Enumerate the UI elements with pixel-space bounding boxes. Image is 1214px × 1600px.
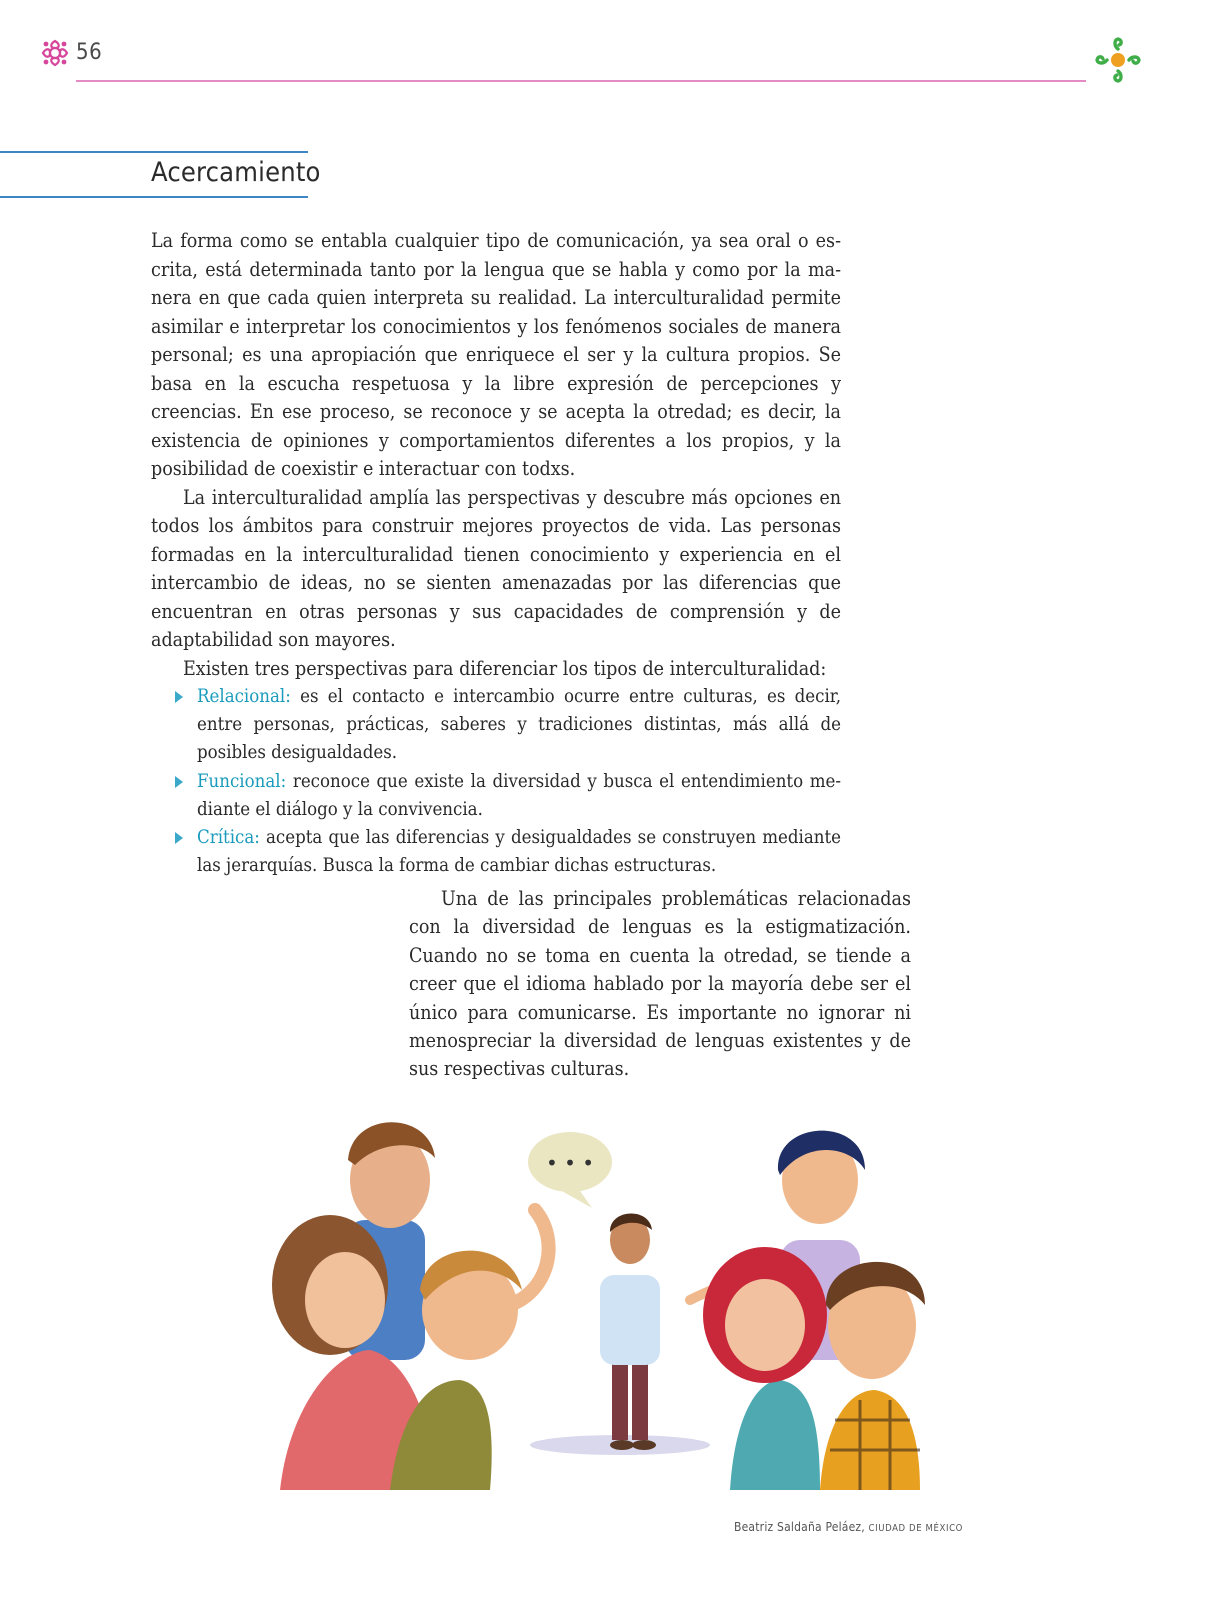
section-rule-bottom <box>0 196 308 198</box>
decorative-flower-icon <box>40 38 70 68</box>
header-divider <box>76 80 1086 82</box>
caption-author: Beatriz Saldaña Peláez, <box>733 1520 869 1534</box>
term-label: Funcional: <box>197 770 287 792</box>
triangle-bullet-icon <box>175 776 183 788</box>
term-label: Relacional: <box>197 686 291 707</box>
list-item-relacional <box>197 683 841 768</box>
section-rule-top <box>0 151 308 153</box>
red-haired-girl-figure <box>690 1247 827 1490</box>
paragraph: Existen tres perspectivas para diferenciar los tipos de interculturalidad: <box>183 656 827 680</box>
term-label: Crítica: <box>197 827 260 849</box>
term-definition: es el contacto e intercambio ocurre entre culturas, es decir, entre personas, prácticas, saberes y tradiciones distintas, más allá de posibles desigualdades. <box>197 686 841 764</box>
triangle-bullet-icon <box>175 691 183 703</box>
term-definition: reconoce que existe la diversidad y busca el entendimiento mediante el diálogo y la convivencia. <box>197 770 841 820</box>
four-leaf-emblem-icon <box>1092 34 1144 86</box>
plaid-shirt-boy-figure <box>820 1262 925 1490</box>
term-definition: acepta que las diferencias y desigualdades se construyen mediante las jerarquías. Busca la forma de cambiar dichas estructuras. <box>197 827 841 877</box>
list-item-critica <box>197 824 841 880</box>
speech-bubble <box>528 1132 612 1208</box>
illustration-caption <box>734 1520 963 1534</box>
section-title: Acercamiento <box>151 157 321 188</box>
list-item-funcional <box>197 768 841 824</box>
group-of-people-illustration <box>260 1100 960 1520</box>
paragraph: La forma como se entabla cualquier tipo de comunicación, ya sea oral o escrita, está determinada tanto por la lengua que se habla y como por la manera en que cada quien interpreta su realidad. La interculturalidad permite asimilar e interpretar los conocimientos y los fenómenos sociales de manera personal; es una apropiación que enriquece el ser y la cultura propios. Se basa en la escucha respetuosa y la libre expresión de percepciones y creencias. En ese proceso, se reconoce y se acepta la otredad; es decir, la existencia de opiniones y comportamientos diferentes a los propios, y la posibilidad de coexistir e interactuar con todxs. <box>151 229 841 480</box>
triangle-bullet-icon <box>175 832 183 844</box>
center-man-figure <box>600 1214 660 1451</box>
caption-place: CIUDAD DE MÉXICO <box>868 1523 963 1534</box>
svg-text:• • •: • • • <box>545 1151 595 1175</box>
side-paragraph: Una de las principales problemáticas relacionadas con la diversidad de lenguas es la estigmatización. Cuando no se toma en cuenta la otredad, se tiende a creer que el idioma hablado por la mayoría debe ser el único para comunicarse. Es importante no ignorar ni menospreciar la diversidad de lenguas existentes y de sus respectivas culturas. <box>409 887 911 1081</box>
paragraph: La interculturalidad amplía las perspectivas y descubre más opciones en todos los ámbitos para construir mejores proyectos de vida. Las personas formadas en la interculturalidad tienen conocimiento y experiencia en el intercambio de ideas, no se sienten amenazadas por las diferencias que encuentran en otras personas y sus capacidades de comprensión y de adaptabilidad son mayores. <box>151 485 841 651</box>
perspectives-list <box>151 683 841 880</box>
main-text-column <box>151 227 841 880</box>
page-number: 56 <box>76 40 103 65</box>
